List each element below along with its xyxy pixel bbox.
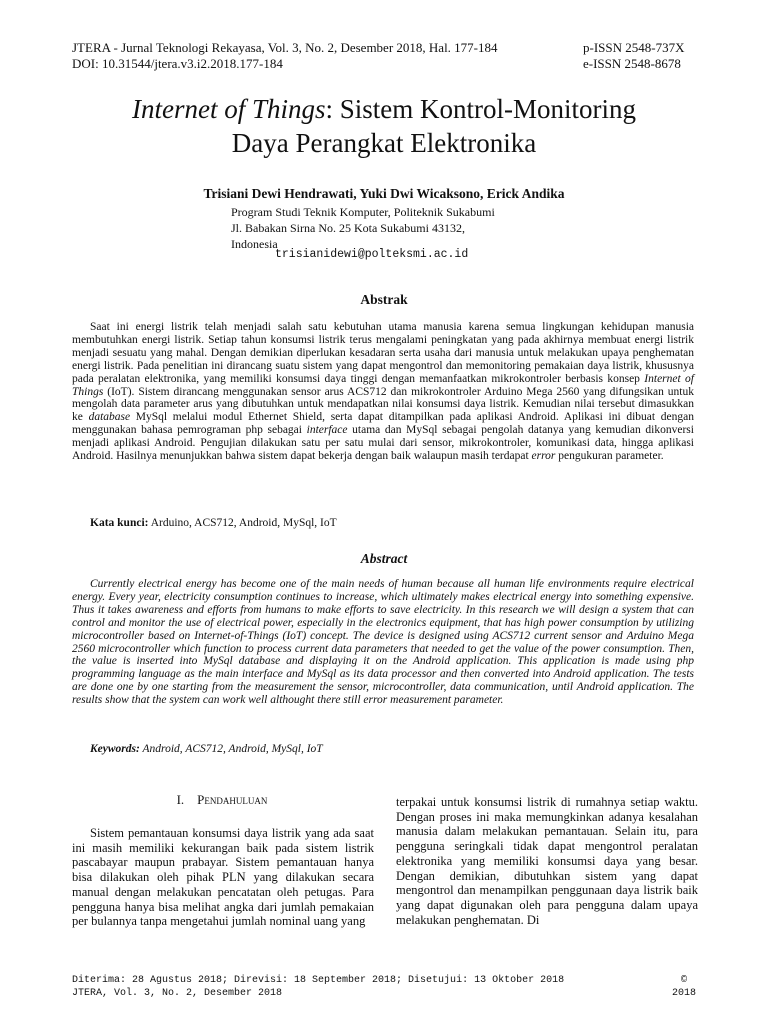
journal-citation: JTERA - Jurnal Teknologi Rekayasa, Vol. 3, No. 2, Desember 2018, Hal. 177-184 [72, 40, 498, 55]
kata-kunci-label: Kata kunci: [90, 517, 149, 529]
keywords-text: Android, ACS712, Android, MySql, IoT [139, 743, 323, 755]
abstrak-text [72, 321, 694, 463]
journal-header [72, 40, 498, 72]
title-italic: Internet of Things [132, 94, 326, 124]
footer-dates: Diterima: 28 Agustus 2018; Direvisi: 18 September 2018; Disetujui: 13 Oktober 2018 [72, 975, 565, 986]
abstrak-italic-iot: Internet of Things [72, 372, 694, 398]
abstrak-heading: Abstrak [360, 292, 408, 307]
affiliation-line2: Jl. Babakan Sirna No. 25 Kota Sukabumi 43132, [231, 221, 465, 235]
body-left-column: Sistem pemantauan konsumsi daya listrik yang ada saat ini masih memiliki kekurangan baik pada sistem listrik pascabayar maupun prabayar. Sistem pemantauan hanya bisa dilakukan oleh pihak PLN yang dilakukan secara manual dengan melakukan pencatatan oleh petugas. Para pengguna hanya bisa melihat angka dari jumlah pemakaian per bulannya tanpa mengetahui jumlah nominal uang yang [72, 826, 374, 929]
section-title: Pendahuluan [197, 792, 268, 807]
title-line2: Daya Perangkat Elektronika [231, 128, 537, 158]
abstrak-part4: utama dan MySql sebagai pengolah datanya yang kemudian dikonversi menjadi aplikasi Android. Pengujian dilakukan satu per satu mulai dari sensor, mikrokontroler, komunikasi data, hingga aplikasi Android. Hasilnya menunjukkan bahwa sistem dapat bekerja dengan baik walaupun masih terdapat [72, 424, 694, 463]
keywords-label: Keywords: [90, 743, 140, 755]
abstract-heading: Abstract [360, 551, 408, 566]
abstrak-part5: pengukuran parameter. [555, 450, 664, 463]
doi-text: DOI: 10.31544/jtera.v3.i2.2018.177-184 [72, 56, 283, 71]
abstrak-italic-error: error [531, 450, 556, 463]
section-number: I. [176, 792, 185, 807]
copyright-icon: © [681, 975, 688, 986]
section-heading [72, 792, 372, 808]
abstrak-italic-interface: interface [306, 424, 348, 437]
footer-info [72, 974, 564, 1000]
footer-journal: JTERA, Vol. 3, No. 2, Desember 2018 [72, 988, 283, 999]
title-rest: : Sistem Kontrol-Monitoring [325, 94, 636, 124]
author-email: trisianidewi@polteksmi.ac.id [275, 248, 469, 261]
abstrak-part1: Saat ini energi listrik telah menjadi salah satu kebutuhan utama manusia karena semua lingkungan kehidupan manusia membutuhkan energi listrik. Setiap tahun konsumsi listrik terus mengalami peningkatan yang pada akhirnya membuat energi listrik menjadi sesuatu yang mahal. Dengan demikian diperlukan kesadaran serta usaha dari manusia untuk melakukan upaya penghematan energi listrik. Pada penelitian ini dirancang suatu sistem yang dapat mengontrol dan memonitoring pemakaian daya listrik, khususnya pada peralatan elektronika, yang memiliki konsumsi daya tinggi dengan memanfaatkan mikrokontroler berbasis konsep [72, 321, 694, 385]
footer-year: 2018 [672, 988, 697, 999]
footer-copyright [672, 974, 696, 1000]
body-right-column: terpakai untuk konsumsi listrik di rumahnya setiap waktu. Dengan proses ini maka memungkinkan adanya kesalahan manusia dalam melakukan pemantauan. Selain itu, para pengguna seringkali tidak dapat mengontrol peralatan elektronika yang memiliki konsumsi daya yang besar. Dengan demikian, dibutuhkan sistem yang dapat mengontrol dan menampilkan penggunaan daya listrik baik yang dapat digunakan oleh para pengguna dalam upaya melakukan penghematan. Di [396, 795, 698, 927]
abstract-text: Currently electrical energy has become one of the main needs of human because all human life environments require electrical energy. Every year, electricity consumption continues to increase, which ultimately makes electrical energy into something expensive. Thus it takes awareness and efforts from humans to make efforts to save electricity. In this research we will design a system that can control and monitor the use of electrical power, especially in the electronics equipment, that has high power consumption by utilizing microcontroller based on Internet-of-Things (IoT) concept. The device is designed using ACS712 current sensor and Arduino Mega 2560 microcontroller which function to process current data parameters that needed to get the value of the power consumption. Then, the value is inserted into MySql database and displaying it on the Android application. This application is made using php programming language as the main interface and MySql as its data processor and then converted into Android application. The tests are done one by one starting from the measurement the sensor, microcontroller, data communication, until Android application. The results show that the system can work well althought there still error measurement parameter. [72, 578, 694, 707]
issn-block [583, 40, 684, 72]
affiliation [231, 204, 495, 252]
affiliation-line3: Indonesia [231, 237, 278, 251]
kata-kunci-text: Arduino, ACS712, Android, MySql, IoT [148, 517, 337, 529]
eissn-text: e-ISSN 2548-8678 [583, 56, 681, 71]
paper-title [40, 92, 728, 160]
abstrak-italic-database: database [88, 411, 131, 424]
keywords [90, 743, 323, 755]
kata-kunci [90, 517, 337, 529]
abstrak-part3: MySql melalui modul Ethernet Shield, serta dapat ditampilkan pada aplikasi Android. Aplikasi ini dibuat dengan menggunakan bahasa pemrograman php sebagai [72, 411, 695, 437]
abstrak-part2: (IoT). Sistem dirancang menggunakan sensor arus ACS712 dan mikrokontroler Arduino Mega 2560 yang difungsikan untuk mengolah data parameter arus yang dibutuhkan untuk mendapatkan nilai konsumsi daya listrik. Kemudian nilai tersebut dimasukkan ke [72, 385, 694, 424]
affiliation-line1: Program Studi Teknik Komputer, Politeknik Sukabumi [231, 205, 495, 219]
pissn-text: p-ISSN 2548-737X [583, 40, 685, 55]
author-list: Trisiani Dewi Hendrawati, Yuki Dwi Wicaksono, Erick Andika [203, 186, 565, 201]
